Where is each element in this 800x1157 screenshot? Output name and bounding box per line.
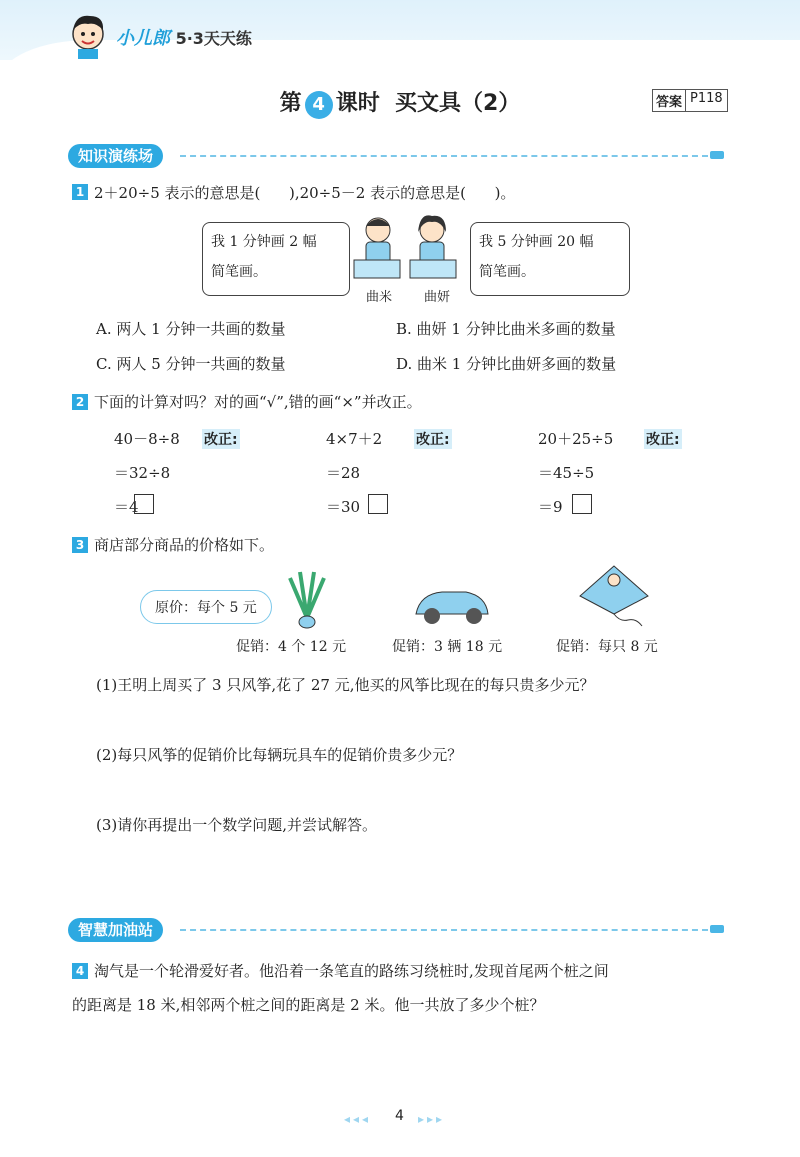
option-d[interactable]: D. 曲米 1 分钟比曲妍多画的数量 <box>396 355 617 373</box>
q3-sub-2: (2)每只风筝的促销价比每辆玩具车的促销价贵多少元？ <box>96 746 463 764</box>
section-divider-2 <box>180 929 708 931</box>
bubble-right-line2: 简笔画。 <box>479 264 535 280</box>
original-price-cloud: 原价：每个 5 元 <box>140 590 272 624</box>
calc-2-step2: ＝30 <box>326 498 361 516</box>
title-post: 课时 买文具（2） <box>335 91 521 116</box>
shuttlecock-icon <box>282 568 332 632</box>
pencil-icon <box>710 151 724 159</box>
promo-kite: 促销：每只 8 元 <box>556 639 658 655</box>
section-divider <box>180 155 708 157</box>
speech-bubble-right <box>470 222 630 296</box>
q3-sub-3: (3)请你再提出一个数学问题,并尝试解答。 <box>96 816 378 834</box>
calc-3-fix-label: 改正: <box>644 429 682 449</box>
footer-dots-left: ◂◂◂ <box>344 1112 372 1126</box>
kite-icon <box>572 562 656 632</box>
children-drawing-illustration <box>340 212 470 284</box>
lesson-number: 4 <box>305 91 333 119</box>
calc-1-step2: ＝4 <box>114 498 139 516</box>
q2-text: 下面的计算对吗？对的画“√”,错的画“×”并改正。 <box>94 393 422 411</box>
calc-1-checkbox[interactable] <box>134 494 154 514</box>
brand-name: 小儿郎 <box>116 28 170 49</box>
answer-page: P118 <box>685 90 727 111</box>
option-c[interactable]: C. 两人 5 分钟一共画的数量 <box>96 355 286 373</box>
calc-1-expr: 40－8÷8 <box>114 430 180 448</box>
name-right: 曲妍 <box>424 290 451 305</box>
calc-3-step2: ＝9 <box>538 498 563 516</box>
q3-text: 商店部分商品的价格如下。 <box>94 536 275 554</box>
brand-series: 5·3天天练 <box>175 29 252 48</box>
q1-text: 2＋20÷5 表示的意思是( ),20÷5－2 表示的意思是( )。 <box>94 184 516 202</box>
bubble-left-line1: 我 1 分钟画 2 幅 <box>211 234 317 250</box>
calc-3-expr: 20＋25÷5 <box>538 430 614 448</box>
calc-2-checkbox[interactable] <box>368 494 388 514</box>
option-a[interactable]: A. 两人 1 分钟一共画的数量 <box>96 320 286 338</box>
calc-3-step1: ＝45÷5 <box>538 464 595 482</box>
brand <box>116 24 252 50</box>
page-number: 4 <box>395 1108 404 1124</box>
q4-line-1: 淘气是一个轮滑爱好者。他沿着一条笔直的路练习绕桩时,发现首尾两个桩之间 <box>94 962 609 980</box>
title-pre: 第 <box>279 91 302 116</box>
pencil-icon-2 <box>710 925 724 933</box>
bubble-right-line1: 我 5 分钟画 20 幅 <box>479 234 594 250</box>
section-wisdom: 智慧加油站 <box>68 918 163 942</box>
q4-line-2: 的距离是 18 米,相邻两个桩之间的距离是 2 米。他一共放了多少个桩？ <box>72 996 545 1014</box>
name-left: 曲米 <box>366 290 393 305</box>
question-number-2: 2 <box>72 394 88 410</box>
question-number-1: 1 <box>72 184 88 200</box>
toy-car-icon <box>412 580 492 630</box>
calc-1-fix-label: 改正: <box>202 429 240 449</box>
section-practice: 知识演练场 <box>68 144 163 168</box>
answer-label: 答案 <box>656 95 683 110</box>
footer-dots-right: ▸▸▸ <box>418 1112 446 1126</box>
promo-car: 促销：3 辆 18 元 <box>392 639 503 655</box>
calc-1-step1: ＝32÷8 <box>114 464 171 482</box>
promo-shuttlecock: 促销：4 个 12 元 <box>236 639 347 655</box>
question-number-4: 4 <box>72 963 88 979</box>
q3-sub-1: (1)王明上周买了 3 只风筝,花了 27 元,他买的风筝比现在的每只贵多少元？ <box>96 676 595 694</box>
option-b[interactable]: B. 曲妍 1 分钟比曲米多画的数量 <box>396 320 616 338</box>
question-number-3: 3 <box>72 537 88 553</box>
speech-bubble-left <box>202 222 350 296</box>
bubble-left-line2: 简笔画。 <box>211 264 267 280</box>
calc-3-checkbox[interactable] <box>572 494 592 514</box>
mascot-icon <box>66 10 110 60</box>
calc-2-step1: ＝28 <box>326 464 361 482</box>
answer-reference <box>652 89 728 112</box>
calc-2-fix-label: 改正: <box>414 429 452 449</box>
calc-2-expr: 4×7＋2 <box>326 430 383 448</box>
